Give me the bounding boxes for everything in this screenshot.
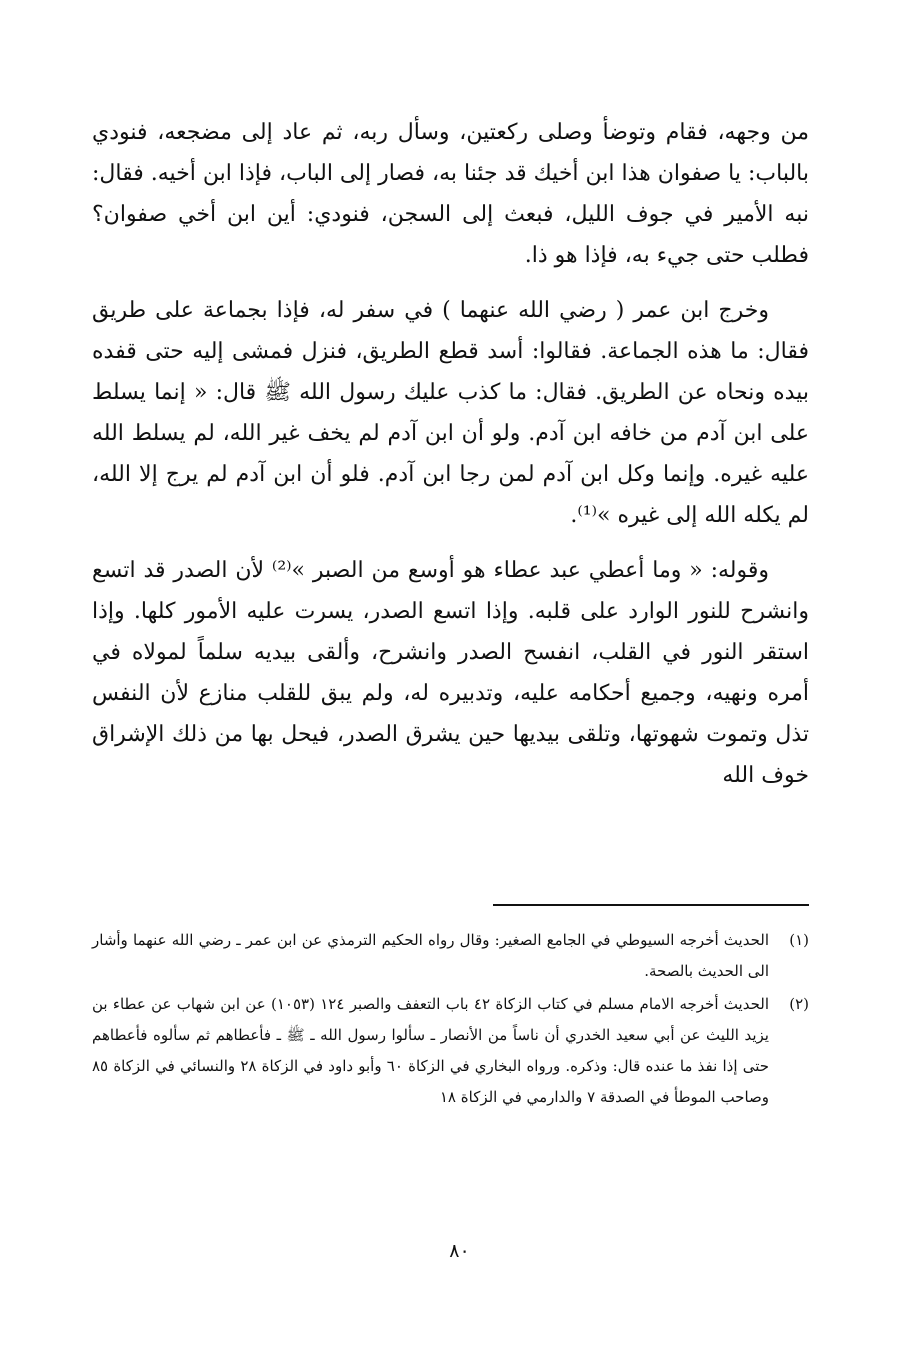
paragraph-1: من وجهه، فقام وتوضأ وصلى ركعتين، وسأل ربه، ثم عاد إلى مضجعه، فنودي بالباب: يا صفوان هذا ابن أخيك قد جئنا به، فصار إلى الباب، فإذا ابن أخيه. فقال: نبه الأمير في جوف الليل، فبعث إلى السجن، فنودي: أين ابن أخي صفوان؟ فطلب حتى جيء به، فإذا هو ذا. — [92, 120, 809, 268]
footnote-text: الحديث أخرجه الامام مسلم في كتاب الزكاة ٤٢ باب التعفف والصبر ١٢٤ (١٠٥٣) عن ابن شهاب عن عطاء بن يزيد الليث عن أبي سعيد الخدري أن ناساً من الأنصار ـ سألوا رسول الله ـ ﷺ ـ فأعطاهم ثم سألوه فأعطاهم حتى إذا نفذ ما عنده قال: وذكره. ورواه البخاري في الزكاة ٦٠ وأبو داود في الزكاة ٢٨ والنسائي في الزكاة ٨٥ وصاحب الموطأ في الصدقة ٧ والدارمي في الزكاة ١٨ — [92, 995, 769, 1106]
footnote-number: (٢) — [789, 995, 809, 1013]
paragraph-3: وقوله: « وما أعطي عبد عطاء هو أوسع من الصبر »⁽²⁾ لأن الصدر قد اتسع وانشرح للنور الوارد على قلبه. وإذا اتسع الصدر، يسرت عليه الأمور كلها. وإذا استقر النور في القلب، انفسح الصدر وانشرح، وألقى بيديه سلماً لمولاه في أمره ونهيه، وجميع أحكامه عليه، وتدبيره له، ولم يبق للقلب منازع لأن النفس تذل وتموت شهوتها، وتلقى بيديها حين يشرق الصدر، فيحل بها من ذلك الإشراق خوف الله — [92, 558, 809, 788]
main-text — [92, 112, 809, 810]
footnotes — [92, 925, 809, 1115]
paragraph-2: وخرج ابن عمر ( رضي الله عنهما ) في سفر له، فإذا بجماعة على طريق فقال: ما هذه الجماعة. فقالوا: أسد قطع الطريق، فنزل فمشى إليه حتى قفده بيده ونحاه عن الطريق. فقال: ما كذب عليك رسول الله ﷺ قال: « إنما يسلط على ابن آدم من خافه ابن آدم. ولو أن ابن آدم لم يخف غير الله، لم يسلط الله عليه غيره. وإنما وكل ابن آدم لمن رجا ابن آدم. فلو أن ابن آدم لم يرج إلا الله، لم يكله الله إلى غيره »⁽¹⁾. — [92, 298, 809, 528]
footnote-number: (١) — [789, 931, 809, 949]
footnote-1 — [92, 925, 809, 987]
footnote-2 — [92, 989, 809, 1113]
page-number: ٨٠ — [449, 1240, 470, 1262]
footnote-text: الحديث أخرجه السيوطي في الجامع الصغير: وقال رواه الحكيم الترمذي عن ابن عمر ـ رضي الله عنهما وأشار الى الحديث بالصحة. — [92, 931, 769, 980]
footnote-separator — [493, 904, 809, 906]
